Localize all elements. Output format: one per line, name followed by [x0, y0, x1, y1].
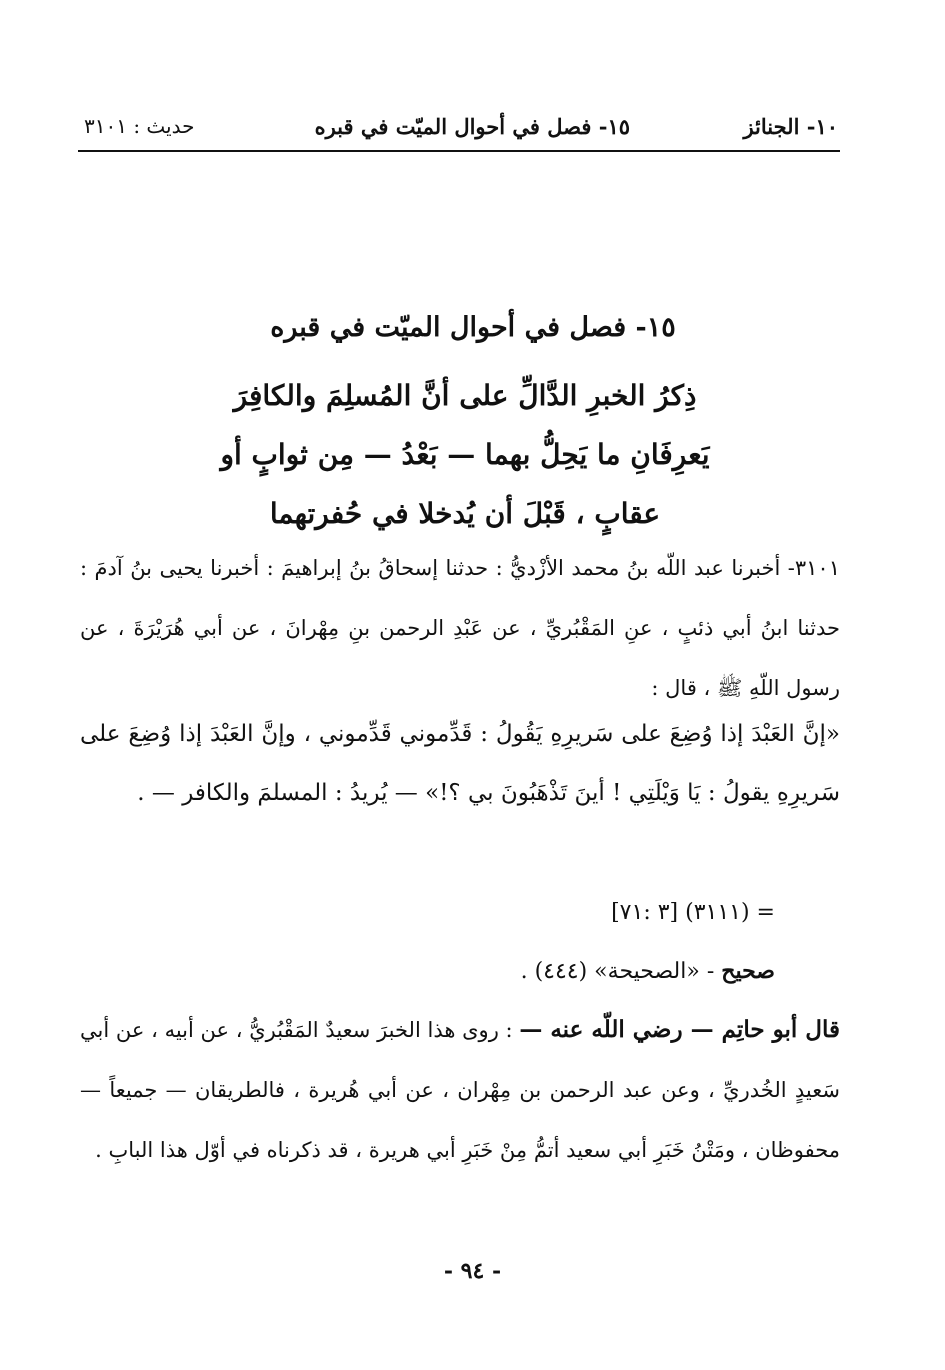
book-title: ١٠- الجنائز	[743, 114, 838, 139]
section-title: ١٥- فصل في أحوال الميّت في قبره	[314, 114, 630, 139]
cross-reference: = (٣١١١) [٣ :٧١]	[611, 900, 775, 925]
grading-source: - «الصحيحة» (٤٤٤) .	[520, 959, 722, 984]
grading	[521, 958, 775, 984]
hadith-matn: «إنَّ العَبْدَ إذا وُضِعَ على سَريرِهِ يَقُولُ : قَدِّموني قَدِّموني ، وإنَّ العَبْدَ إذا وُضِعَ على سَريرِهِ يقولُ : يَا وَيْلَتِي ! أينَ تَذْهَبُونَ بي ؟!» — يُريدُ : المسلمَ والكافر — .	[80, 721, 840, 806]
hadith-isnad: ٣١٠١- أخبرنا عبد اللّه بنُ محمد الأزْديُّ : حدثنا إسحاقُ بنُ إبراهيمَ : أخبرنا يحيى بنُ آدمَ : حدثنا ابنُ أبي ذئبٍ ، عنِ المَقْبُريِّ ، عن عَبْدِ الرحمن بنِ مِهْرانَ ، عن أبي هُرَيْرَةَ ، عن رسول اللّهِ ﷺ ، قال :	[80, 556, 840, 700]
commentary-paragraph	[80, 1000, 840, 1180]
header-divider	[78, 150, 840, 152]
hadith-reference: حديث : ٣١٠١	[84, 114, 195, 138]
commentary-text: : روى هذا الخبرَ سعيدٌ المَقْبُريُّ ، عن أبيه ، عن أبي سَعيدٍ الخُدريِّ ، وعن عبد الرحمن بن مِهْران ، عن أبي هُريرة ، فالطريقان — جميعاً — محفوظان ، ومَتْنُ خَبَرِ أبي سعيد أتمُّ مِنْ خَبَرِ أبي هريرة ، قد ذكرناه في أوّل هذا البابِ .	[80, 1018, 840, 1162]
grading-label: صحيح	[721, 958, 775, 984]
chapter-title: ١٥- فصل في أحوال الميّت في قبره	[270, 312, 676, 343]
chapter-subtitle: ذِكرُ الخبرِ الدَّالِّ على أنَّ المُسلِمَ والكافِرَ يَعرِفَانِ ما يَحِلُّ بهما — بَعْدُ — مِن ثوابٍ أو عقابٍ ، قَبْلَ أن يُدخلا في حُفرتهما	[220, 379, 710, 530]
commentary-speaker: قال أبو حاتِم — رضي اللّه عنه —	[519, 1016, 840, 1043]
page-number: - ٩٤ -	[443, 1258, 502, 1284]
running-header	[78, 108, 838, 148]
